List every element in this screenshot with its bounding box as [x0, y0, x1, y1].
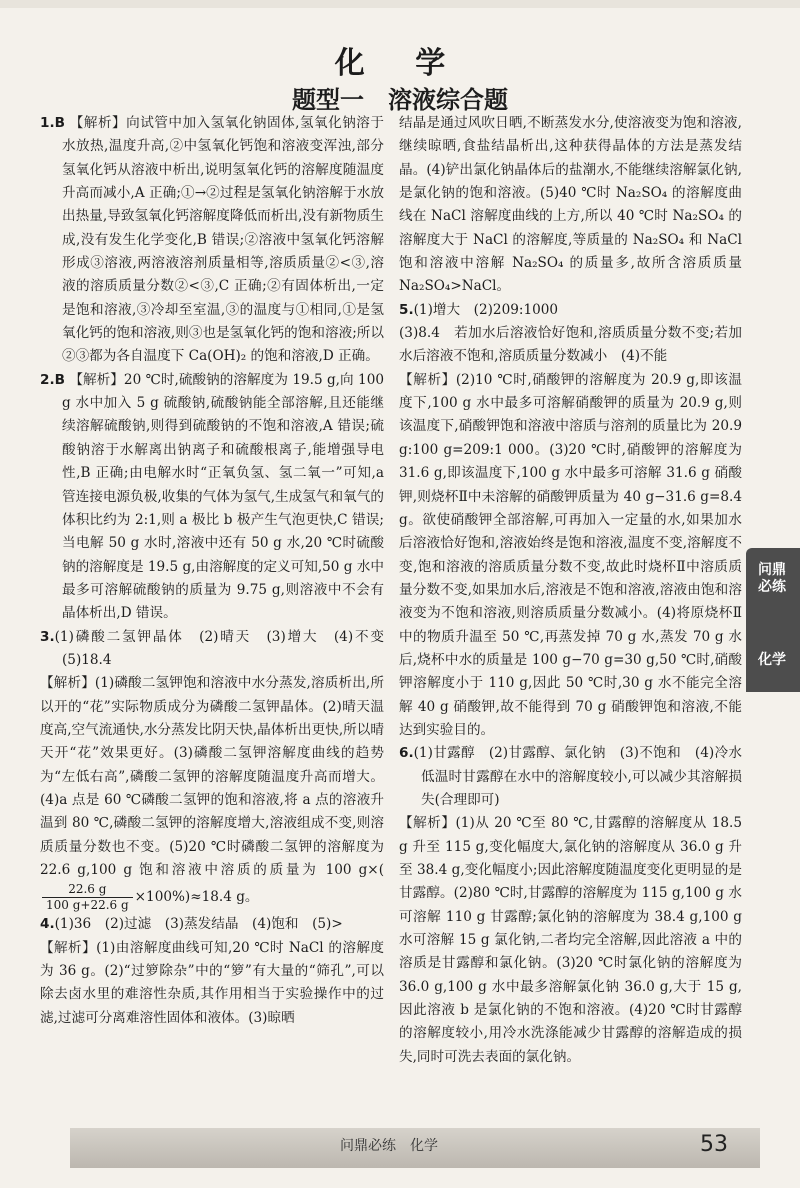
- section-title: 题型一 溶液综合题: [292, 86, 508, 114]
- answer-4-continued: [399, 112, 742, 299]
- answer-1: [40, 112, 384, 369]
- left-column: [40, 112, 398, 1030]
- answer-4: [40, 913, 384, 936]
- fraction-denominator: 100 g+22.6 g: [46, 898, 129, 913]
- answer-1-analysis: 【解析】向试管中加入氢氧化钠固体,氢氧化钠溶于水放热,温度升高,②中氢氧化钙饱和溶液变浑浊,部分氢氧化钙从溶液中析出,说明氢氧化钙的溶解度随温度升高而减小,A 正确;①→②过程是氢氧化钠溶解于水放出热量,导致氢氧化钙溶解度降低而析出,没有新物质生成,没有发生化学变化,B 错误;②溶液中氢氧化钙溶解形成③溶液,两溶液溶剂质量相等,溶质质量②<③,溶液的溶质质量分数②<③,C 正确;②有固体析出,一定是饱和溶液,③冷却至室温,③的温度与①相同,①是氢氧化钙的饱和溶液,则③也是氢氧化钙的饱和溶液;所以②③都为各自温度下 Ca(OH)₂ 的饱和溶液,D 正确。: [62, 115, 384, 365]
- answer-2-number: 2.B: [40, 371, 65, 388]
- answer-3-explanation: [40, 672, 384, 913]
- answer-5-number: 5.: [399, 301, 414, 318]
- answer-6: [399, 742, 756, 812]
- side-tab-subject: 化学: [758, 652, 786, 668]
- right-column: [399, 112, 756, 1069]
- answer-3-analysis: 【解析】(1)磷酸二氢钾饱和溶液中水分蒸发,溶质析出,所以开的“花”实际物质成分为磷酸二氢钾晶体。(2)晴天温度高,空气流通快,水分蒸发比阴天快,晶体析出更快,所以晴天开“花”效果更好。(3)磷酸二氢钾溶解度曲线的趋势为“左低右高”,磷酸二氢钾的溶解度随温度升高而增大。(4)a 点是 60 ℃磷酸二氢钾的饱和溶液,将 a 点的溶液升温到 80 ℃,磷酸二氢钾的溶解度增大,溶液组成不变,则溶质质量分数也不变。(5)20 ℃时磷酸二氢钾的溶解度为 22.6 g,100 g 饱和溶液中溶质的质量为 100 g×(: [40, 675, 384, 878]
- answer-5-explanation: [399, 369, 742, 743]
- answer-4-analysis: 【解析】(1)由溶解度曲线可知,20 ℃时 NaCl 的溶解度为 36 g。(2)“过箩除杂”中的“箩”有大量的“筛孔”,可以除去卤水里的难溶性杂质,其作用相当于实验操作中的过滤,过滤可分离难溶性固体和液体。(3)晾晒: [40, 939, 384, 1026]
- answer-4-number: 4.: [40, 916, 55, 933]
- answer-4-continued-text: 结晶是通过风吹日晒,不断蒸发水分,使溶液变为饱和溶液,继续晾晒,食盐结晶析出,这种获得晶体的方法是蒸发结晶。(4)铲出氯化钠晶体后的盐潮水,不能继续溶解氯化钠,是氯化钠的饱和溶液。(5)40 ℃时 Na₂SO₄ 的溶解度曲线在 NaCl 溶解度曲线的上方,所以 40 ℃时 Na₂SO₄ 的溶解度大于 NaCl 的溶解度,等质量的 Na₂SO₄ 和 NaCl 饱和溶液中溶解 Na₂SO₄ 的质量多,故所含溶质质量 Na₂SO₄>NaCl。: [399, 115, 742, 295]
- answer-5-answers-2: [399, 322, 742, 369]
- answer-2-analysis: 【解析】20 ℃时,硫酸钠的溶解度为 19.5 g,向 100 g 水中加入 5 g 硫酸钠,硫酸钠能全部溶解,且还能继续溶解硫酸钠,则得到硫酸钠的不饱和溶液,A 错误;硫酸钠溶于水解离出钠离子和硫酸根离子,能增强导电性,B 正确;由电解水时“正氧负氢、氢二氧一”可知,a 管连接电源负极,收集的气体为氢气,生成氢气和氧气的体积比约为 2:1,则 a 极比 b 极产生气泡更快,C 错误;当电解 50 g 水时,溶液中还有 50 g 水,20 ℃时硫酸钠的溶解度是 19.5 g,由溶解度的定义可知,50 g 水中最多可溶解硫酸钠的质量为 9.75 g,则溶液中不会有晶体析出,D 错误。: [62, 371, 384, 622]
- answer-5-answers-2-text: (3)8.4 若加水后溶液恰好饱和,溶质质量分数不变;若加水后溶液不饱和,溶质质量分数减小 (4)不能: [399, 325, 742, 365]
- answer-6-answers: (1)甘露醇 (2)甘露醇、氯化钠 (3)不饱和 (4)冷水 低温时甘露醇在水中的溶解度较小,可以减少其溶解损失(合理即可): [413, 745, 756, 808]
- fraction: [42, 882, 133, 913]
- answer-1-number: 1.B: [40, 115, 65, 131]
- top-edge: [0, 0, 800, 8]
- answer-6-analysis: 【解析】(1)从 20 ℃至 80 ℃,甘露醇的溶解度从 18.5 g 升至 115 g,变化幅度大,氯化钠的溶解度从 36.0 g 升至 38.4 g,变化幅度小;因此溶解度随温度变化更明显的是甘露醇。(2)80 ℃时,甘露醇的溶解度为 115 g,100 g 水可溶解 110 g 甘露醇;氯化钠的溶解度为 38.4 g,100 g 水可溶解 15 g 氯化钠,二者均完全溶解,因此溶液 a 中的溶质是甘露醇和氯化钠。(3)20 ℃时氯化钠的溶解度为 36.0 g,100 g 水中最多溶解氯化钠 36.0 g,大于 15 g,因此溶液 b 是氯化钠的不饱和溶液。(4)20 ℃时甘露醇的溶解度较小,用冷水洗涤能减少甘露醇的溶解造成的损失,同时可洗去表面的氯化钠。: [399, 815, 742, 1065]
- footer-text: 问鼎必练 化学: [340, 1138, 438, 1154]
- answer-2: [40, 369, 384, 626]
- answer-3-number: 3.: [40, 628, 55, 645]
- side-tab-label: 问鼎必练: [758, 562, 786, 595]
- answer-5: [399, 299, 742, 322]
- answer-4-explanation: [40, 937, 384, 1030]
- page-number: 53: [700, 1132, 728, 1157]
- answer-3-tail: ×100%)≈18.4 g。: [134, 889, 259, 906]
- answer-5-answers: (1)增大 (2)209:1000: [413, 301, 559, 318]
- answer-4-answers: (1)36 (2)过滤 (3)蒸发结晶 (4)饱和 (5)>: [54, 916, 343, 933]
- answer-3: [40, 626, 398, 673]
- answer-5-analysis: 【解析】(2)10 ℃时,硝酸钾的溶解度为 20.9 g,即该温度下,100 g 水中最多可溶解硝酸钾的质量为 20.9 g,则该温度下,硝酸钾饱和溶液中溶质与溶剂的质量比为 20.9 g:100 g=209:1 000。(3)20 ℃时,硝酸钾的溶解度为 31.6 g,即该温度下,100 g 水中最多可溶解 31.6 g 硝酸钾,则烧杯Ⅱ中未溶解的硝酸钾质量为 40 g−31.6 g=8.4 g。欲使硝酸钾全部溶解,可再加入一定量的水,如果加水后溶液恰好饱和,溶液始终是饱和溶液,温度不变,溶解度不变,饱和溶液的溶质质量分数不变,故此时烧杯Ⅱ中溶质质量分数不变,如果加水后,溶液是不饱和溶液,溶液由饱和溶液变为不饱和溶液,则溶质质量分数减小。(4)将原烧杯Ⅱ中的物质升温至 50 ℃,再蒸发掉 70 g 水,蒸发 70 g 水后,烧杯中水的质量是 100 g−70 g=30 g,50 ℃时,硝酸钾溶解度小于 110 g,因此 50 ℃时,30 g 水不能完全溶解 40 g 硝酸钾,故不能得到 70 g 硝酸钾饱和溶液,不能达到实验目的。: [399, 371, 742, 738]
- fraction-numerator: 22.6 g: [42, 882, 133, 898]
- answer-6-explanation: [399, 812, 742, 1069]
- subject-title: 化 学: [334, 46, 466, 81]
- answer-3-answers: (1)磷酸二氢钾晶体 (2)晴天 (3)增大 (4)不变 (5)18.4: [54, 628, 398, 668]
- answer-6-number: 6.: [399, 745, 414, 762]
